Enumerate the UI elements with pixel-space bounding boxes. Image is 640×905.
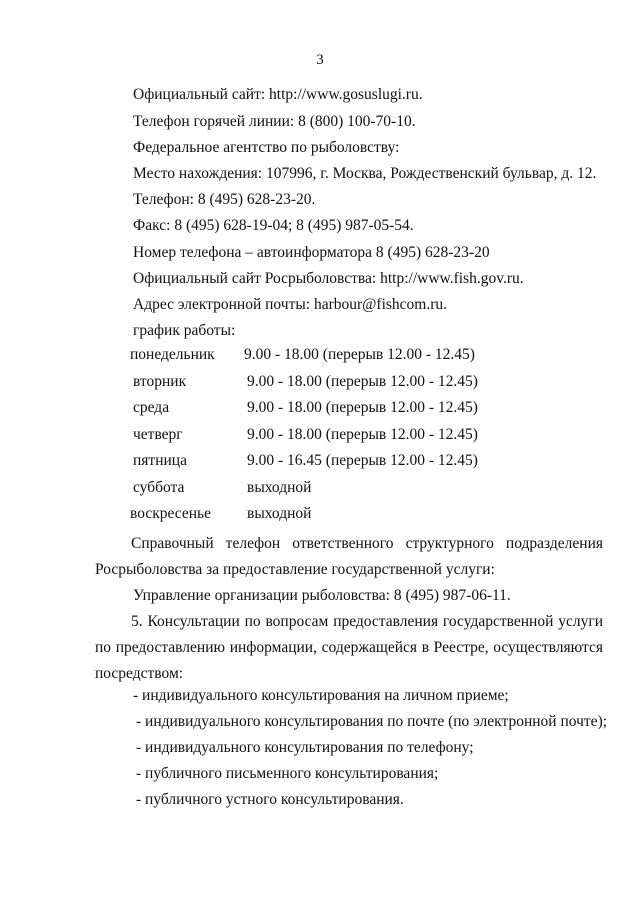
department-line: Управление организации рыболовства: 8 (495) 987-06-11. [133,587,511,604]
schedule-time: 9.00 - 18.00 (перерыв 12.00 - 12.45) [247,425,478,443]
gosuslugi-site-line: Официальный сайт: http://www.gosuslugi.ru. [133,86,423,103]
reference-paragraph [95,531,603,583]
schedule-time: выходной [247,505,312,522]
consultations-line-2: по предоставлению информации, содержащейся в Реестре, осуществляются [95,639,603,656]
schedule-day: понедельник [130,346,215,363]
consultations-paragraph [95,609,603,687]
schedule-row [130,373,530,400]
reference-line-1: Справочный телефон ответственного структурного подразделения [131,535,603,552]
schedule-row [130,479,530,506]
work-schedule [130,346,530,532]
page-number: 3 [316,52,324,68]
phone-line: Телефон: 8 (495) 628-23-20. [133,191,316,208]
agency-heading: Федеральное агентство по рыболовству: [133,139,400,156]
schedule-day: вторник [133,372,187,390]
address-line: Место нахождения: 107996, г. Москва, Рождественский бульвар, д. 12. [133,165,597,182]
email-line: Адрес электронной почты: harbour@fishcom.ru. [133,296,448,313]
reference-line-2: Росрыболовства за предоставление государственной услуги: [95,561,495,578]
schedule-time: выходной [247,478,312,496]
autoinformer-line: Номер телефона – автоинформатора 8 (495) 628-23-20 [133,244,490,261]
list-item: - индивидуального консультирования по почте (по электронной почте); [136,713,608,730]
schedule-day: четверг [133,425,183,443]
list-item: - публичного устного консультирования. [136,791,404,808]
schedule-row [130,346,530,373]
consultation-methods-list [133,687,613,817]
fax-line: Факс: 8 (495) 628-19-04; 8 (495) 987-05-54. [133,217,414,234]
schedule-day: суббота [133,478,185,496]
consultations-line-3: посредством: [95,665,184,682]
schedule-time: 9.00 - 18.00 (перерыв 12.00 - 12.45) [244,346,475,363]
list-item: - публичного письменного консультирования; [136,765,439,782]
hotline-line: Телефон горячей линии: 8 (800) 100-70-10. [133,113,416,130]
fish-site-line: Официальный сайт Росрыболовства: http://www.fish.gov.ru. [133,270,524,287]
schedule-time: 9.00 - 18.00 (перерыв 12.00 - 12.45) [247,399,478,416]
schedule-day: пятница [133,452,187,469]
schedule-day: среда [133,399,170,416]
list-item: - индивидуального консультирования на личном приеме; [133,687,509,704]
schedule-row [130,426,530,453]
schedule-time: 9.00 - 16.45 (перерыв 12.00 - 12.45) [247,452,478,469]
schedule-label: график работы: [133,322,236,339]
consultations-line-1: 5. Консультации по вопросам предоставления государственной услуги [131,613,603,630]
schedule-day: воскресенье [130,505,211,522]
schedule-time: 9.00 - 18.00 (перерыв 12.00 - 12.45) [247,372,478,390]
schedule-row [130,505,530,532]
list-item: - индивидуального консультирования по телефону; [136,739,474,756]
schedule-row [130,399,530,426]
schedule-row [130,452,530,479]
